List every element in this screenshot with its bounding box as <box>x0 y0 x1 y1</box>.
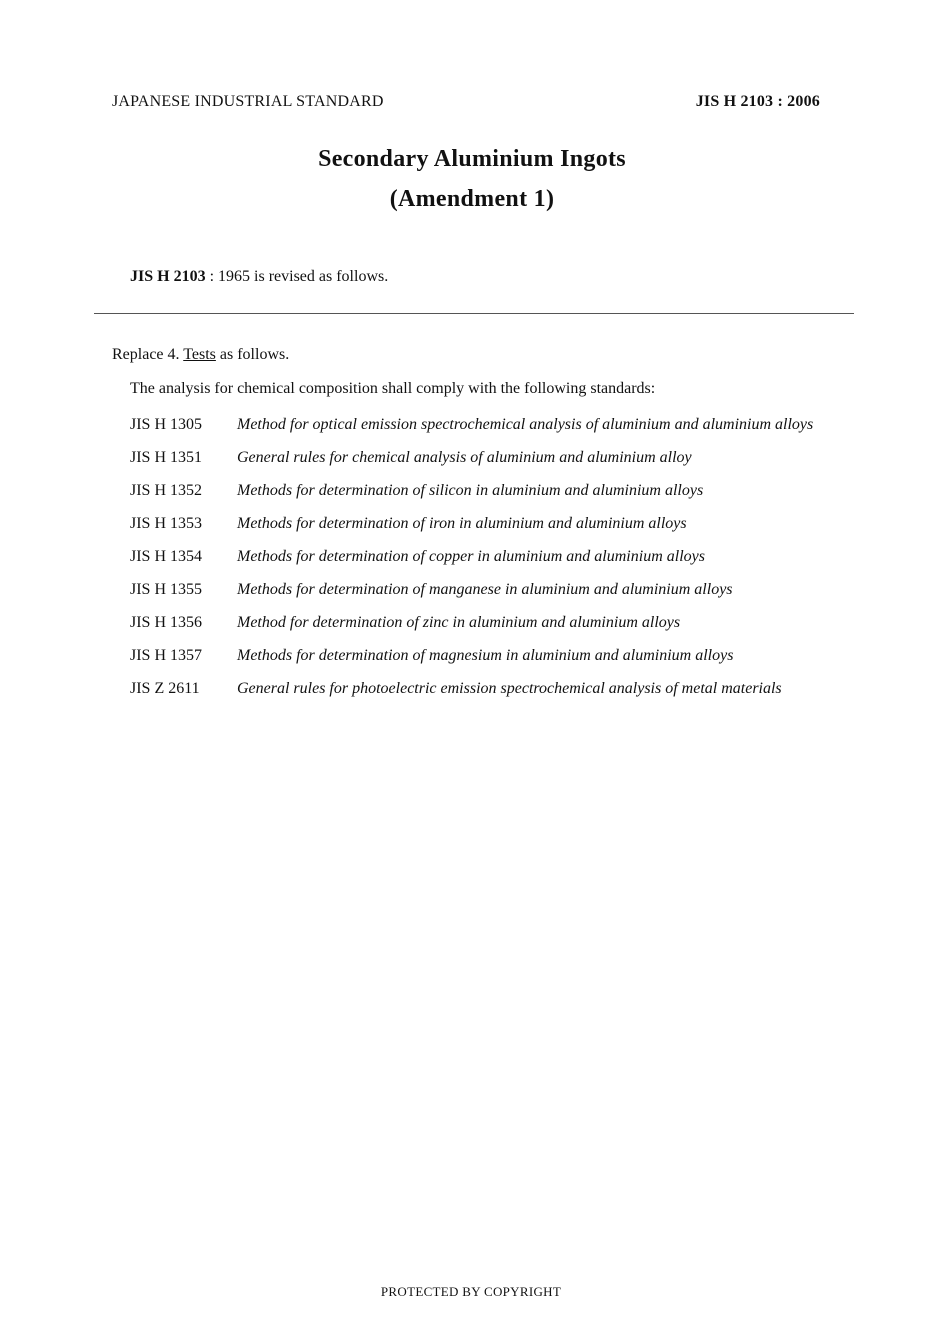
standard-code: JIS Z 2611 <box>130 680 200 697</box>
copyright-footer: PROTECTED BY COPYRIGHT <box>380 1284 562 1299</box>
standard-type-header: JAPANESE INDUSTRIAL STANDARD <box>112 93 384 110</box>
replace-instruction <box>112 346 289 364</box>
list-item <box>130 677 836 701</box>
standard-title: Methods for determination of magnesium in aluminium and aluminium alloys <box>237 647 734 664</box>
analysis-intro: The analysis for chemical composition shall comply with the following standards: <box>130 380 656 397</box>
revision-statement <box>130 268 388 286</box>
list-item <box>130 644 836 668</box>
standard-title: Methods for determination of silicon in aluminium and aluminium alloys <box>237 482 704 499</box>
tests-clause-link[interactable]: Tests <box>183 346 216 363</box>
standard-code: JIS H 1354 <box>130 548 203 565</box>
standard-code: JIS H 1356 <box>130 614 203 631</box>
standard-title: Methods for determination of manganese in aluminium and aluminium alloys <box>237 581 733 598</box>
standards-list <box>130 413 836 710</box>
standard-code: JIS H 1353 <box>130 515 203 532</box>
list-item <box>130 413 836 437</box>
replace-prefix: Replace 4. <box>112 346 184 363</box>
standard-title: Methods for determination of iron in aluminium and aluminium alloys <box>237 515 687 532</box>
standard-code: JIS H 1355 <box>130 581 203 598</box>
standard-title: Methods for determination of copper in aluminium and aluminium alloys <box>237 548 705 565</box>
list-item <box>130 479 836 503</box>
list-item <box>130 446 836 470</box>
standard-title: Method for determination of zinc in aluminium and aluminium alloys <box>237 614 681 631</box>
standard-code: JIS H 1305 <box>130 416 203 433</box>
replace-suffix: as follows. <box>215 346 290 363</box>
document-title: Secondary Aluminium Ingots <box>318 146 626 172</box>
standard-title: General rules for photoelectric emission spectrochemical analysis of metal materials <box>237 680 782 697</box>
list-item <box>130 611 836 635</box>
document-subtitle: (Amendment 1) <box>389 186 555 212</box>
standard-code: JIS H 1351 <box>130 449 203 466</box>
revised-standard-id: JIS H 2103 <box>130 268 206 285</box>
standard-number-header: JIS H 2103 : 2006 <box>695 93 820 110</box>
standard-code: JIS H 1357 <box>130 647 203 664</box>
standard-title: General rules for chemical analysis of aluminium and aluminium alloy <box>237 449 692 466</box>
list-item <box>130 578 836 602</box>
standard-code: JIS H 1352 <box>130 482 203 499</box>
list-item <box>130 512 836 536</box>
revision-text: : 1965 is revised as follows. <box>205 268 389 285</box>
list-item <box>130 545 836 569</box>
section-divider <box>94 313 854 314</box>
standard-title: Method for optical emission spectrochemical analysis of aluminium and aluminium alloys <box>237 416 814 433</box>
